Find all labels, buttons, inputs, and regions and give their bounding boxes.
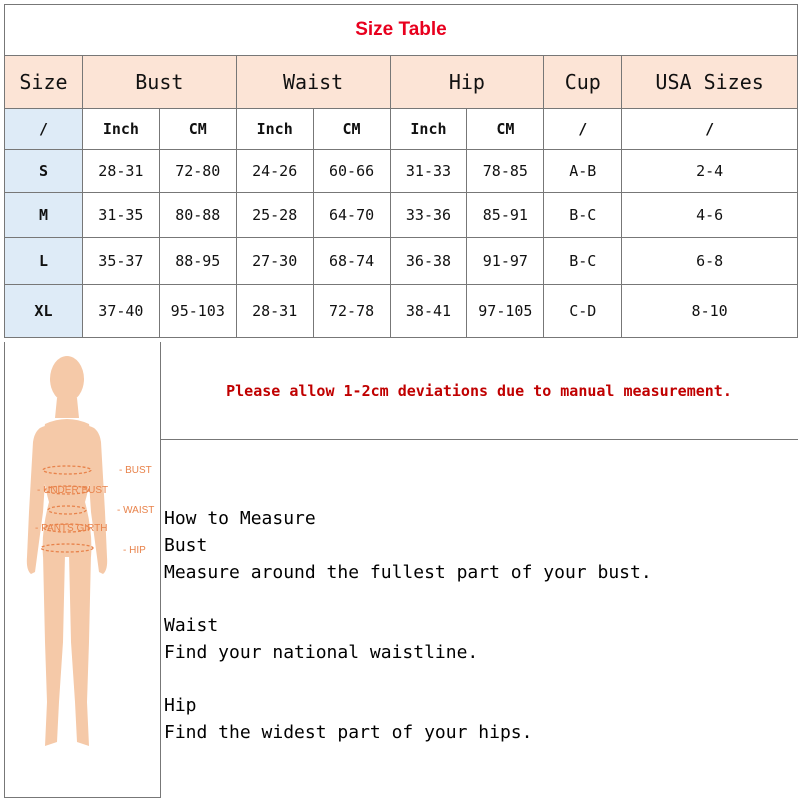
figure-label-bust: - BUST	[119, 465, 152, 476]
table-cell: 78-85	[467, 150, 544, 193]
table-cell: 31-33	[390, 150, 467, 193]
table-cell: 91-97	[467, 238, 544, 285]
waist-text: Find your national waistline.	[164, 642, 479, 663]
table-cell: 31-35	[82, 193, 159, 238]
table-cell: 24-26	[236, 150, 313, 193]
size-table	[4, 4, 798, 338]
table-row	[5, 285, 798, 338]
unit-row	[5, 109, 798, 150]
unit-cell: Inch	[82, 109, 159, 150]
figure-label-waist: - WAIST	[117, 505, 155, 516]
table-cell: 64-70	[313, 193, 390, 238]
figure-label-hip: - HIP	[123, 545, 146, 556]
unit-cell: /	[622, 109, 798, 150]
table-cell: 37-40	[82, 285, 159, 338]
bust-title: Bust	[164, 535, 208, 556]
bust-text: Measure around the fullest part of your bust.	[164, 562, 652, 583]
how-to-heading: How to Measure	[164, 508, 316, 529]
table-cell: 85-91	[467, 193, 544, 238]
table-cell: 88-95	[159, 238, 236, 285]
header-size: Size	[5, 56, 83, 109]
header-usa-sizes: USA Sizes	[622, 56, 798, 109]
measurement-guide	[4, 342, 798, 798]
table-row	[5, 193, 798, 238]
table-cell: 60-66	[313, 150, 390, 193]
table-cell: 72-80	[159, 150, 236, 193]
table-cell: 35-37	[82, 238, 159, 285]
how-to-measure	[164, 505, 784, 746]
unit-cell: Inch	[236, 109, 313, 150]
figure-label-under-bust: - UNDER BUST	[37, 485, 109, 496]
deviation-note: Please allow 1-2cm deviations due to manual measurement.	[226, 381, 732, 400]
header-cup: Cup	[544, 56, 622, 109]
table-cell: 80-88	[159, 193, 236, 238]
unit-cell: CM	[159, 109, 236, 150]
table-cell: 72-78	[313, 285, 390, 338]
table-cell: 95-103	[159, 285, 236, 338]
size-label-cell: S	[5, 150, 83, 193]
table-cell: 36-38	[390, 238, 467, 285]
figure-panel	[4, 342, 161, 798]
table-title: Size Table	[5, 5, 798, 56]
table-cell: C-D	[544, 285, 622, 338]
header-hip: Hip	[390, 56, 544, 109]
size-label-cell: M	[5, 193, 83, 238]
size-label-cell: L	[5, 238, 83, 285]
table-cell: 25-28	[236, 193, 313, 238]
size-label-cell: XL	[5, 285, 83, 338]
table-cell: A-B	[544, 150, 622, 193]
table-row	[5, 238, 798, 285]
table-cell: 97-105	[467, 285, 544, 338]
table-cell: B-C	[544, 238, 622, 285]
table-cell: B-C	[544, 193, 622, 238]
unit-cell: Inch	[390, 109, 467, 150]
table-cell: 38-41	[390, 285, 467, 338]
header-row	[5, 56, 798, 109]
table-cell: 27-30	[236, 238, 313, 285]
table-cell: 28-31	[82, 150, 159, 193]
hip-text: Find the widest part of your hips.	[164, 722, 533, 743]
table-cell: 2-4	[622, 150, 798, 193]
unit-cell: CM	[467, 109, 544, 150]
table-cell: 68-74	[313, 238, 390, 285]
table-cell: 6-8	[622, 238, 798, 285]
header-bust: Bust	[82, 56, 236, 109]
table-row	[5, 150, 798, 193]
header-waist: Waist	[236, 56, 390, 109]
table-cell: 28-31	[236, 285, 313, 338]
note-panel	[160, 342, 798, 440]
unit-cell: CM	[313, 109, 390, 150]
size-chart	[4, 4, 798, 798]
hip-title: Hip	[164, 695, 197, 716]
figure-label-pants-girth: - PANTS GIRTH	[35, 523, 108, 534]
table-cell: 4-6	[622, 193, 798, 238]
unit-cell: /	[5, 109, 83, 150]
body-figure-icon	[5, 342, 160, 797]
table-cell: 8-10	[622, 285, 798, 338]
waist-title: Waist	[164, 615, 219, 636]
unit-cell: /	[544, 109, 622, 150]
table-cell: 33-36	[390, 193, 467, 238]
